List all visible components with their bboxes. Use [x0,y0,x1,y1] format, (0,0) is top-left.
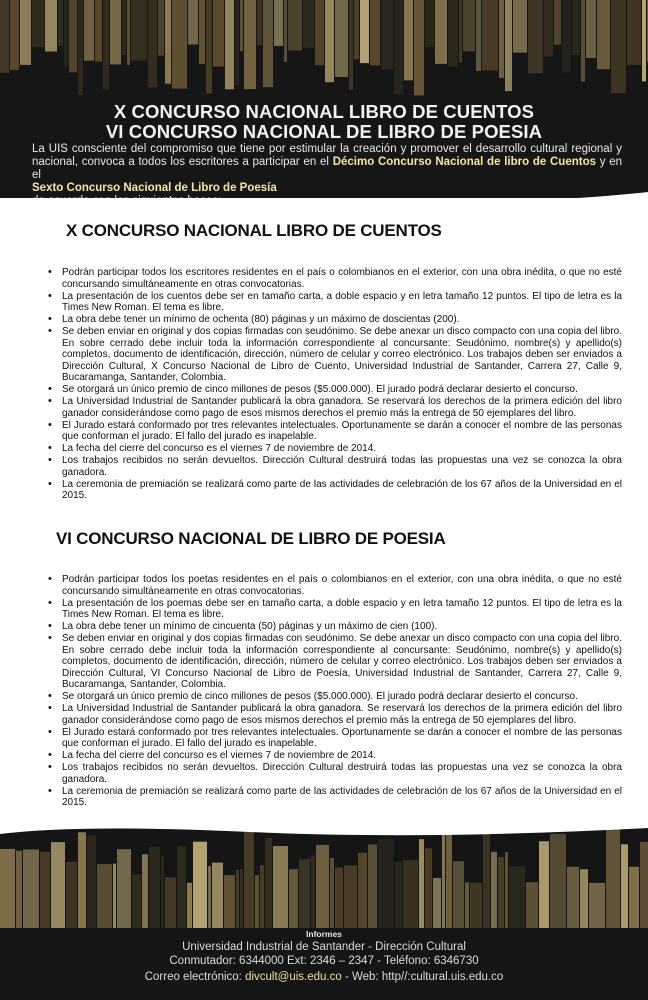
footer-heading: Informes [306,929,342,939]
book-spine [498,857,504,928]
section-title-cuentos: X CONCURSO NACIONAL LIBRO DE CUENTOS [66,221,442,240]
book-spine [459,0,462,63]
book-spine [199,0,205,64]
book-spine [378,839,394,928]
book-spine [368,844,377,928]
book-spine [284,0,287,62]
book-spine [539,841,549,928]
book-spine [381,0,393,70]
main-title-poesia: VI CONCURSO NACIONAL DE LIBRO DE POESIA [105,121,543,142]
footer-email-label: Correo electrónico: [144,971,246,983]
book-spine [544,0,553,56]
bookshelf-image-top [0,0,648,96]
book-spine [627,0,641,65]
book-spine [16,851,22,928]
list-item: • La fecha del cierre del concurso es el viernes 7 de noviembre de 2014. [48,443,622,455]
book-spine [20,0,31,65]
book-spine [629,867,639,928]
book-spine [84,0,94,61]
book-spine [448,0,458,67]
book-spine [425,848,432,928]
book-spine [470,883,482,928]
book-spine [311,856,315,928]
book-spine [476,0,481,71]
book-spine [66,862,77,928]
book-spine [370,0,380,65]
book-spine [257,0,262,45]
list-item: • El Jurado estará conformado por tres relevantes intelectuales. Oportunamente se darán a conocer el nombre de las personas que conforman el jurado. El fallo del jurado es inapelable. [48,727,622,750]
book-spine [273,846,288,928]
book-spine [335,867,343,928]
list-item: • La obra debe tener un mínimo de cincuenta (50) páginas y un máximo de cien (100). [48,621,622,633]
book-spine [465,882,469,928]
book-spine [335,0,348,77]
book-spine [580,869,588,928]
book-spine [482,0,498,70]
book-spine [344,865,357,928]
book-spine [193,842,207,928]
book-spine [0,0,9,73]
book-spine [132,874,141,928]
book-spine [505,0,512,91]
book-spine [127,0,130,65]
book-spine [165,0,171,84]
list-item: • La presentación de los poemas debe ser en tamaño carta, a doble espacio y en letra tamaño 12 puntos. El tipo de letra es la Times New Roman. El tema es libre. [48,598,622,621]
book-spine [550,834,566,928]
list-item: • Se otorgará un único premio de cinco millones de pesos ($5.000.000). El jurado podrá declarar desierto el concurso. [48,384,622,396]
section-title-poesia: VI CONCURSO NACIONAL DE LIBRO DE POESIA [56,529,446,548]
book-spine [435,0,447,64]
list-item: • Se deben enviar en original y dos copias firmadas con seudónimo. Se debe anexar un disco compacto con una copia del libro. En sobre cerrado debe incluir toda la información correspondiente al concursante: Seudónimo, nombre(s) y apellido(s) completos, documento de identificación, dirección, número de celular y correo electrónico. Los trabajos deben ser enviados a Dirección Cultural, X Concurso Nacional de Libro de Cuento, Universidad Industrial de Santander, Carrera 27, Calle 9, Bucaramanga, Santander, Colombia. [48,326,622,384]
email-link[interactable]: divcult@uis.edu.co [245,971,342,983]
footer-institution: Universidad Industrial de Santander - Dirección Cultural [182,941,466,953]
book-spine [414,0,424,95]
book-spine [586,0,596,58]
book-spine [225,0,234,89]
list-item: • La Universidad Industrial de Santander publicará la obra ganadora. Se reservará los derechos de la primera edición del libro ganador considerándose como pago de esos mismos derechos el premio más la entrega de 50 ejemplares del libro. [48,396,622,419]
book-spine [208,866,211,928]
book-spine [97,864,112,928]
list-item: • La fecha del cierre del concurso es el viernes 7 de noviembre de 2014. [48,750,622,762]
book-spine [95,0,102,62]
book-spine [110,0,121,64]
book-spine [330,858,334,928]
book-spine [69,0,77,72]
book-spine [289,869,298,928]
book-spine [255,875,259,928]
book-spine [244,831,254,928]
book-spine [187,883,192,928]
intro-text-2: y en el [32,156,623,181]
book-spine [360,0,369,63]
list-item: • La ceremonia de premiación se realizará como parte de las actividades de celebración de los 67 años de la Universidad en el 2015. [48,786,622,809]
book-spine [403,860,418,928]
bookshelf-image-bottom [0,828,648,928]
book-spine [0,849,15,928]
book-spine [325,0,334,82]
list-item: • La obra debe tener un mínimo de ochenta (80) páginas y un máximo de doscientas (200). [48,314,622,326]
book-spine [78,832,86,928]
book-spine [40,852,50,928]
book-spine [567,867,579,928]
book-spine [235,0,239,85]
book-spine [177,846,186,928]
book-spine [213,0,224,66]
web-link[interactable]: - Web: http//:cultural.uis.edu.co [341,971,504,983]
book-spine [562,0,571,72]
book-spine [188,0,198,44]
book-spine [395,862,402,928]
book-spine [142,854,148,928]
book-spine [158,0,164,56]
intro-text-1: La UIS consciente del compromiso que tiene por estimular la creación y promover el desarrollo cultural regional y nacional, convoca a todos los escritores a participar en el [32,143,622,168]
header-banner [0,0,648,212]
book-spine [354,0,359,59]
book-spine [526,882,538,928]
book-spine [149,847,160,928]
book-spine [453,861,464,928]
main-title-cuentos: X CONCURSO NACIONAL LIBRO DE CUENTOS [113,101,535,122]
book-spine [419,839,424,928]
book-spine [572,0,580,55]
curved-divider-bottom [0,822,648,842]
book-spine [122,0,126,55]
book-spine [206,0,212,94]
book-spine [589,883,605,928]
book-spine [212,863,223,928]
book-spine [404,0,413,80]
list-item: • Los trabajos recibidos no serán devueltos. Dirección Cultural destruirá todas las propuestas una vez se conozca la obra ganadora. [48,762,622,785]
book-spine [491,852,497,928]
book-spine [433,878,441,928]
book-spine [51,842,65,928]
book-spine [45,0,57,52]
book-spine [165,878,176,928]
book-spine [103,0,109,90]
list-item: • El Jurado estará conformado por tres relevantes intelectuales. Oportunamente se darán a conocer el nombre de las personas que conforman el jurado. El fallo del jurado es inapelable. [48,420,622,443]
list-item: • Podrán participar todos los poetas residentes en el país o colombianos en el exterior, con una obra inédita, o que no esté concursando simultáneamente en otras convocatorias. [48,574,622,597]
book-spine [640,842,648,928]
intro-highlight-cuentos: Décimo Concurso Nacional de libro de Cuentos [332,156,596,168]
bases-list-cuentos [48,267,622,502]
footer-phone: Conmutador: 6344000 Ext: 2346 – 2347 - Teléfono: 6346730 [169,955,479,967]
book-spine [87,835,96,928]
book-spine [315,0,324,65]
book-spine [349,0,353,90]
footer-contact [0,971,648,983]
book-spine [224,875,235,928]
book-spine [499,0,504,78]
list-item: • Los trabajos recibidos no serán devueltos. Dirección Cultural destruirá todas las propuestas una vez se conozca la obra ganadora. [48,455,622,478]
book-spine [265,838,272,928]
list-item: • Se otorgará un único premio de cinco millones de pesos ($5.000.000). El jurado podrá declarar desierto el concurso. [48,691,622,703]
list-item: • Se deben enviar en original y dos copias firmadas con seudónimo. Se debe anexar un disco compacto con una copia del libro. En sobre cerrado debe incluir toda la información correspondiente al concursante: Seudónimo, nombre(s) y apellido(s) completos, documento de identificación, dirección, número de celular y correo electrónico. Los trabajos deben ser enviados a Dirección Cultural, VI Concurso Nacional de Libro de Poesía, Universidad Industrial de Santander, Carrera 27, Calle 9, Bucaramanga, Santander, Colombia. [48,633,622,691]
book-spine [581,0,585,82]
book-spine [303,0,314,48]
book-spine [244,0,256,89]
bases-list-poesia [48,574,622,809]
book-spine [148,0,157,87]
book-spine [606,829,620,928]
book-spine [240,869,243,928]
book-spine [117,849,131,928]
book-spine [621,844,628,928]
book-spine [446,831,452,928]
book-spine [263,0,273,87]
book-spine [642,0,646,81]
book-spine [78,0,83,95]
book-spine [64,0,68,67]
book-spine [23,849,39,928]
book-spine [358,853,367,928]
book-spine [513,0,527,53]
book-spine [131,0,147,60]
book-spine [509,866,525,928]
list-item: • La presentación de los cuentos debe ser en tamaño carta, a doble espacio y en letra tamaño 12 puntos. El tipo de letra es la Times New Roman. El tema es libre. [48,291,622,314]
book-spine [442,829,445,928]
book-spine [161,856,164,928]
list-item: • Podrán participar todos los escritores residentes en el país o colombianos en el exterior, con una obra inédita, o que no esté concursando simultáneamente en otras convocatorias. [48,267,622,290]
book-spine [394,0,403,94]
book-spine [425,0,434,47]
book-spine [113,864,116,928]
intro-highlight-poesia: Sexto Concurso Nacional de Libro de Poesía [32,182,277,194]
book-spine [597,0,610,69]
list-item: • La ceremonia de premiación se realizará como parte de las actividades de celebración de los 67 años de la Universidad en el 2015. [48,479,622,502]
book-spine [32,0,44,47]
book-spine [240,0,243,51]
book-spine [58,0,63,46]
book-spine [611,0,626,93]
book-spine [463,0,475,51]
book-spine [260,865,264,928]
book-spine [316,845,329,928]
book-spine [505,852,508,928]
book-spine [288,0,302,50]
book-spine [483,828,490,928]
book-spine [10,0,19,70]
list-item: • La Universidad Industrial de Santander publicará la obra ganadora. Se reservará los derechos de la primera edición del libro ganador considerándose como pago de esos mismos derechos el premio más la entrega de 50 ejemplares del libro. [48,703,622,726]
book-spine [528,0,543,73]
book-spine [554,0,561,45]
book-spine [274,0,283,46]
book-spine [172,0,187,89]
book-spine [236,870,239,928]
book-spine [299,859,310,928]
